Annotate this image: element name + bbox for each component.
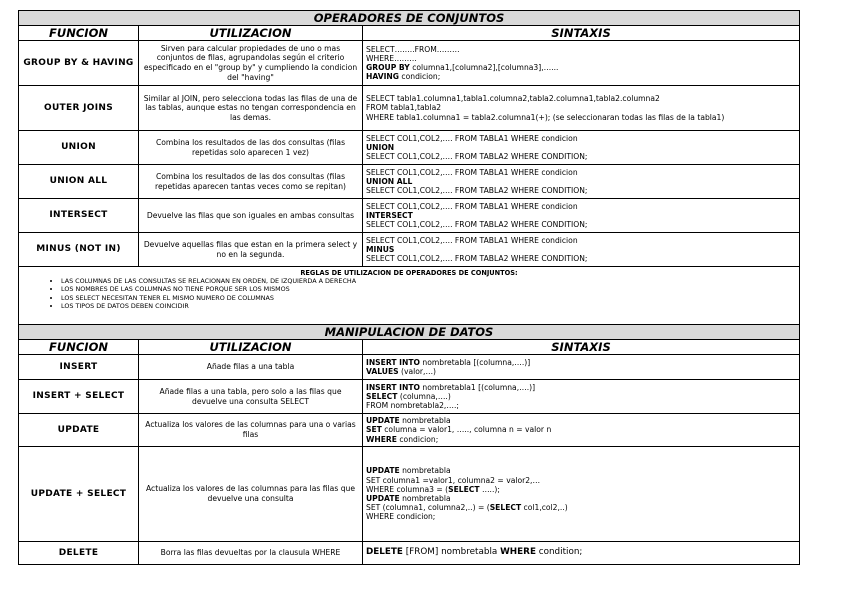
- header-funcion: FUNCION: [19, 340, 139, 355]
- table-row: [19, 414, 800, 447]
- table-row: [19, 86, 800, 131]
- syntax-line: SELECT COL1,COL2,…. FROM TABLA2 WHERE CONDITION;: [366, 152, 588, 162]
- sintaxis-cell: [363, 131, 800, 165]
- syntax-line: SELECT……..FROM………: [366, 44, 460, 54]
- table-row: [19, 447, 800, 542]
- utilizacion-cell: Sirven para calcular propiedades de uno o mas conjuntos de filas, agrupandolas según el criterio especificado en el "group by" y cumpliendo la condicion del "having": [139, 41, 363, 86]
- rule-item: • LOS NOMBRES DE LAS COLUMNAS NO TIENE PORQUE SER LOS MISMOS: [61, 285, 795, 293]
- table-row: [19, 41, 800, 86]
- funcion-cell: UNION: [19, 131, 139, 165]
- rule-item: • LAS COLUMNAS DE LAS CONSULTAS SE RELACIONAN EN ORDEN, DE IZQUIERDA A DERECHA: [61, 277, 795, 285]
- utilizacion-cell: Borra las filas devueltas por la clausula WHERE: [139, 542, 363, 565]
- utilizacion-cell: Actualiza los valores de las columnas para una o varias filas: [139, 414, 363, 447]
- syntax-line: WHERE………: [366, 53, 417, 63]
- table-row: [19, 199, 800, 233]
- syntax-line: GROUP BY columna1,[columna2],[columna3],…...: [366, 63, 559, 72]
- syntax-line: VALUES (valor,…): [366, 367, 437, 376]
- table-row: [19, 542, 800, 565]
- operadores-table: [18, 10, 800, 565]
- funcion-cell: INSERT: [19, 355, 139, 380]
- funcion-cell: GROUP BY & HAVING: [19, 41, 139, 86]
- rule-item: • LOS TIPOS DE DATOS DEBEN COINCIDIR: [61, 302, 795, 310]
- rules-title: REGLAS DE UTILIZACION DE OPERADORES DE CONJUNTOS:: [300, 269, 518, 277]
- utilizacion-cell: Devuelve aquellas filas que estan en la primera select y no en la segunda.: [139, 233, 363, 267]
- syntax-line: HAVING condicion;: [366, 72, 441, 82]
- syntax-line: SET columna1 =valor1, columna2 = valor2,…: [366, 475, 541, 485]
- syntax-line: WHERE condicion;: [366, 434, 439, 444]
- funcion-cell: UPDATE + SELECT: [19, 447, 139, 542]
- syntax-line: UNION ALL: [366, 176, 413, 186]
- rules-row: [19, 267, 800, 325]
- header-funcion: FUNCION: [19, 26, 139, 41]
- syntax-line: MINUS: [366, 244, 395, 254]
- utilizacion-cell: Combina los resultados de las dos consultas (filas repetidas aparecen tantas veces como se repitan): [139, 165, 363, 199]
- syntax-line: SELECT COL1,COL2,…. FROM TABLA2 WHERE CONDITION;: [366, 254, 588, 264]
- syntax-line: WHERE condicion;: [366, 512, 436, 522]
- syntax-line: SELECT COL1,COL2,…. FROM TABLA2 WHERE CONDITION;: [366, 186, 588, 196]
- utilizacion-cell: Añade filas a una tabla, pero solo a las filas que devuelve una consulta SELECT: [139, 380, 363, 414]
- syntax-line: UPDATE nombretabla: [366, 494, 451, 503]
- syntax-line: SET (columna1, columna2,..) = (SELECT col1,col2,..): [366, 503, 568, 513]
- syntax-line: FROM nombretabla2,….;: [366, 401, 459, 411]
- syntax-line: SELECT COL1,COL2,…. FROM TABLA1 WHERE condicion: [366, 167, 578, 177]
- sintaxis-cell: [363, 199, 800, 233]
- sintaxis-cell: [363, 414, 800, 447]
- utilizacion-cell: Similar al JOIN, pero selecciona todas las filas de una de las tablas, aunque estas no tengan correspondencia en las demas.: [139, 86, 363, 131]
- syntax-line: SELECT tabla1.columna1,tabla1.columna2,tabla2.columna1,tabla2.columna2: [366, 94, 660, 104]
- utilizacion-cell: Añade filas a una tabla: [139, 355, 363, 380]
- table-row: [19, 233, 800, 267]
- funcion-cell: DELETE: [19, 542, 139, 565]
- utilizacion-cell: Devuelve las filas que son iguales en ambas consultas: [139, 199, 363, 233]
- syntax-line: INSERT INTO nombretabla [(columna,….)]: [366, 357, 531, 367]
- syntax-line: UNION: [366, 142, 395, 152]
- header-sintaxis: SINTAXIS: [363, 340, 800, 355]
- sintaxis-cell: [363, 380, 800, 414]
- table-row: [19, 131, 800, 165]
- syntax-line: WHERE columna3 = (SELECT …..);: [366, 484, 500, 494]
- table-row: [19, 165, 800, 199]
- syntax-line: DELETE [FROM] nombretabla WHERE condition;: [366, 547, 583, 558]
- header-sintaxis: SINTAXIS: [363, 26, 800, 41]
- syntax-line: UPDATE nombretabla: [366, 416, 451, 426]
- funcion-cell: UNION ALL: [19, 165, 139, 199]
- rule-item: • LOS SELECT NECESITAN TENER EL MISMO NUMERO DE COLUMNAS: [61, 294, 795, 302]
- sintaxis-cell: [363, 233, 800, 267]
- sintaxis-cell: [363, 447, 800, 542]
- syntax-line: SET columna = valor1, ….., columna n = valor n: [366, 425, 552, 435]
- syntax-line: WHERE tabla1.columna1 = tabla2.columna1(+); (se seleccionaran todas las filas de la tabla1): [366, 112, 725, 122]
- syntax-line: UPDATE nombretabla: [366, 466, 451, 476]
- utilizacion-cell: Actualiza los valores de las columnas para las filas que devuelve una consulta: [139, 447, 363, 542]
- sintaxis-cell: [363, 542, 800, 565]
- section-title: MANIPULACION DE DATOS: [19, 325, 800, 340]
- funcion-cell: INSERT + SELECT: [19, 380, 139, 414]
- funcion-cell: MINUS (NOT IN): [19, 233, 139, 267]
- syntax-line: SELECT COL1,COL2,…. FROM TABLA1 WHERE condicion: [366, 133, 578, 143]
- funcion-cell: INTERSECT: [19, 199, 139, 233]
- utilizacion-cell: Combina los resultados de las dos consultas (filas repetidas solo aparecen 1 vez): [139, 131, 363, 165]
- syntax-line: FROM tabla1,tabla2: [366, 103, 442, 113]
- sintaxis-cell: [363, 355, 800, 380]
- syntax-line: SELECT (columna,….): [366, 391, 451, 401]
- sintaxis-cell: [363, 86, 800, 131]
- header-utilizacion: UTILIZACION: [139, 340, 363, 355]
- funcion-cell: OUTER JOINS: [19, 86, 139, 131]
- sintaxis-cell: [363, 165, 800, 199]
- rules-list: [23, 277, 795, 310]
- syntax-line: SELECT COL1,COL2,…. FROM TABLA1 WHERE condicion: [366, 235, 578, 245]
- syntax-line: INTERSECT: [366, 210, 413, 220]
- section-title: OPERADORES DE CONJUNTOS: [19, 11, 800, 26]
- rules-box: [19, 267, 800, 325]
- syntax-line: INSERT INTO nombretabla1 [(columna,….)]: [366, 382, 536, 392]
- sintaxis-cell: [363, 41, 800, 86]
- syntax-line: SELECT COL1,COL2,…. FROM TABLA1 WHERE condicion: [366, 201, 578, 211]
- table-row: [19, 355, 800, 380]
- funcion-cell: UPDATE: [19, 414, 139, 447]
- syntax-line: SELECT COL1,COL2,…. FROM TABLA2 WHERE CONDITION;: [366, 220, 588, 230]
- header-utilizacion: UTILIZACION: [139, 26, 363, 41]
- table-row: [19, 380, 800, 414]
